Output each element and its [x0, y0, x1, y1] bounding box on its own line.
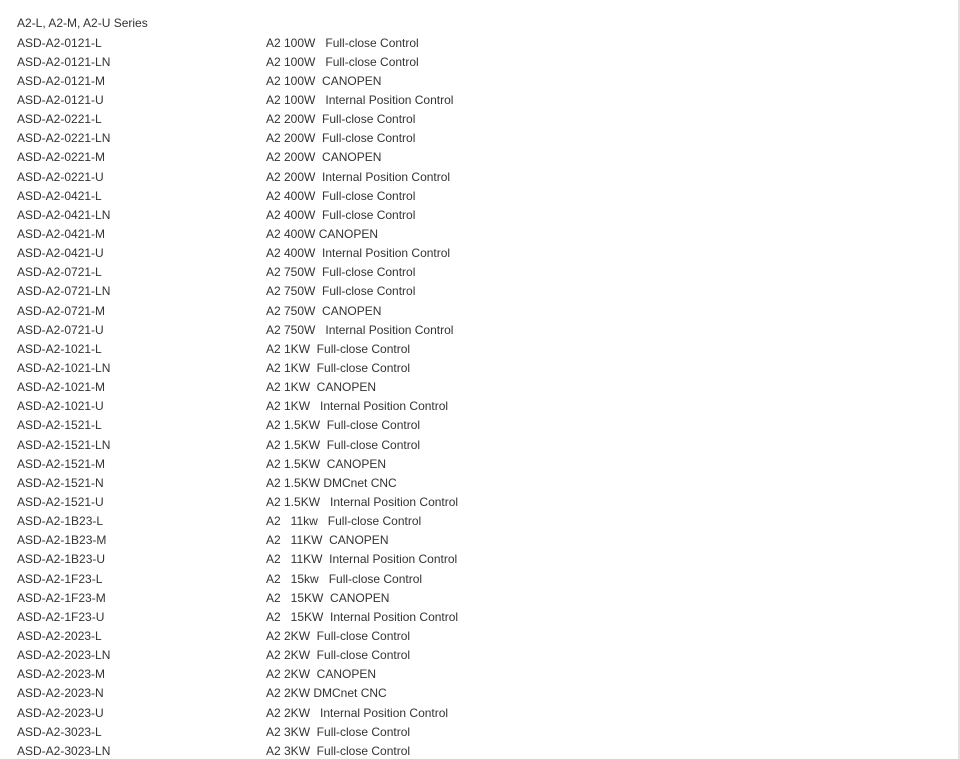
model-description: A2 100W Full-close Control	[266, 54, 419, 69]
list-item	[17, 72, 948, 91]
model-description: A2 1KW Full-close Control	[266, 360, 411, 375]
model-number: ASD-A2-3023-L	[17, 724, 102, 739]
list-item	[17, 91, 948, 110]
model-number: ASD-A2-1F23-U	[17, 609, 105, 624]
model-description: A2 100W CANOPEN	[266, 73, 382, 88]
model-number: ASD-A2-1021-L	[17, 341, 102, 356]
model-description: A2 15kw Full-close Control	[266, 571, 423, 586]
model-number: ASD-A2-1F23-M	[17, 590, 106, 605]
list-item	[17, 282, 948, 301]
list-item	[17, 53, 948, 72]
model-number: ASD-A2-0221-L	[17, 112, 102, 127]
model-description: A2 200W Full-close Control	[266, 131, 416, 146]
model-description: A2 11KW CANOPEN	[266, 533, 389, 548]
list-item	[17, 148, 948, 167]
list-item	[17, 359, 948, 378]
list-item	[17, 665, 948, 684]
model-description: A2 1.5KW Internal Position Control	[266, 494, 459, 509]
model-number: ASD-A2-0721-M	[17, 303, 106, 318]
list-item	[17, 263, 948, 282]
model-description: A2 2KW CANOPEN	[266, 667, 377, 682]
list-item	[17, 570, 948, 589]
model-number: ASD-A2-0221-M	[17, 150, 106, 165]
model-description: A2 15KW Internal Position Control	[266, 609, 459, 624]
list-item	[17, 187, 948, 206]
model-number: ASD-A2-0121-U	[17, 93, 104, 108]
product-list	[17, 14, 948, 759]
model-number: ASD-A2-0121-L	[17, 35, 102, 50]
model-number: ASD-A2-1521-M	[17, 456, 106, 471]
model-description: A2 200W Full-close Control	[266, 112, 416, 127]
list-item	[17, 589, 948, 608]
model-description: A2 15KW CANOPEN	[266, 590, 390, 605]
model-number: ASD-A2-1021-U	[17, 399, 104, 414]
model-number: ASD-A2-0721-LN	[17, 284, 111, 299]
model-number: ASD-A2-1B23-L	[17, 514, 104, 529]
list-item	[17, 512, 948, 531]
model-number: ASD-A2-0721-L	[17, 265, 102, 280]
model-number: ASD-A2-2023-M	[17, 667, 106, 682]
list-item	[17, 129, 948, 148]
list-item	[17, 110, 948, 129]
model-description: A2 1.5KW DMCnet CNC	[266, 475, 397, 490]
model-description: A2 400W CANOPEN	[266, 227, 379, 241]
list-item	[17, 397, 948, 416]
model-description: A2 1.5KW Full-close Control	[266, 437, 421, 452]
model-description: A2 2KW DMCnet CNC	[266, 686, 387, 701]
list-item	[17, 340, 948, 359]
model-description: A2 2KW Full-close Control	[266, 628, 411, 643]
list-item	[17, 34, 948, 53]
list-item	[17, 684, 948, 703]
list-item	[17, 416, 948, 435]
model-description: A2 2KW Full-close Control	[266, 648, 411, 663]
model-number: ASD-A2-0121-M	[17, 73, 106, 88]
list-item	[17, 206, 948, 225]
model-description: A2 11KW Internal Position Control	[266, 552, 458, 567]
model-number: ASD-A2-0421-U	[17, 246, 104, 261]
list-item	[17, 474, 948, 493]
model-description: A2 1KW Internal Position Control	[266, 399, 449, 414]
series-heading: A2-L, A2-M, A2-U Series	[17, 16, 148, 30]
model-description: A2 1KW Full-close Control	[266, 341, 411, 356]
model-number: ASD-A2-2023-L	[17, 628, 102, 643]
model-number: ASD-A2-0121-LN	[17, 54, 111, 69]
model-number: ASD-A2-2023-U	[17, 705, 104, 720]
model-description: A2 400W Full-close Control	[266, 207, 416, 222]
model-description: A2 100W Full-close Control	[266, 35, 419, 50]
model-description: A2 3KW Full-close Control	[266, 724, 411, 739]
model-number: ASD-A2-1021-M	[17, 380, 106, 395]
model-description: A2 750W Full-close Control	[266, 265, 416, 280]
model-number: ASD-A2-2023-N	[17, 686, 104, 701]
list-item	[17, 168, 948, 187]
model-number: ASD-A2-1B23-U	[17, 552, 106, 567]
model-description: A2 200W CANOPEN	[266, 150, 382, 165]
model-number: ASD-A2-0421-M	[17, 227, 106, 241]
model-description: A2 750W CANOPEN	[266, 303, 382, 318]
model-number: ASD-A2-2023-LN	[17, 648, 111, 663]
model-number: ASD-A2-1B23-M	[17, 533, 107, 548]
list-item	[17, 493, 948, 512]
model-description: A2 400W Internal Position Control	[266, 246, 451, 261]
list-item	[17, 436, 948, 455]
model-number: ASD-A2-3023-LN	[17, 743, 111, 758]
model-description: A2 1KW CANOPEN	[266, 380, 377, 395]
model-description: A2 1.5KW Full-close Control	[266, 418, 421, 433]
model-description: A2 750W Internal Position Control	[266, 322, 454, 337]
list-item	[17, 531, 948, 550]
list-item	[17, 244, 948, 263]
model-number: ASD-A2-0421-LN	[17, 207, 111, 222]
model-number: ASD-A2-1021-LN	[17, 360, 111, 375]
model-rows	[17, 34, 948, 759]
model-description: A2 100W Internal Position Control	[266, 93, 454, 108]
list-item	[17, 455, 948, 474]
list-item	[17, 608, 948, 627]
model-description: A2 2KW Internal Position Control	[266, 705, 449, 720]
model-number: ASD-A2-0221-LN	[17, 131, 111, 146]
model-description: A2 200W Internal Position Control	[266, 169, 451, 184]
model-number: ASD-A2-1521-N	[17, 475, 104, 490]
model-number: ASD-A2-0221-U	[17, 169, 104, 184]
list-item	[17, 723, 948, 742]
list-item	[17, 321, 948, 340]
list-item	[17, 742, 948, 759]
list-item	[17, 225, 948, 244]
model-number: ASD-A2-1521-U	[17, 494, 104, 509]
model-number: ASD-A2-0421-L	[17, 188, 102, 203]
model-description: A2 3KW Full-close Control	[266, 743, 411, 758]
list-item	[17, 378, 948, 397]
model-number: ASD-A2-1F23-L	[17, 571, 103, 586]
list-item	[17, 627, 948, 646]
model-number: ASD-A2-1521-LN	[17, 437, 111, 452]
model-description: A2 11kw Full-close Control	[266, 514, 422, 529]
list-item	[17, 646, 948, 665]
model-number: ASD-A2-1521-L	[17, 418, 102, 433]
model-description: A2 1.5KW CANOPEN	[266, 456, 387, 471]
list-item	[17, 704, 948, 723]
model-number: ASD-A2-0721-U	[17, 322, 104, 337]
model-description: A2 750W Full-close Control	[266, 284, 416, 299]
list-item	[17, 302, 948, 321]
list-item	[17, 550, 948, 569]
model-description: A2 400W Full-close Control	[266, 188, 416, 203]
